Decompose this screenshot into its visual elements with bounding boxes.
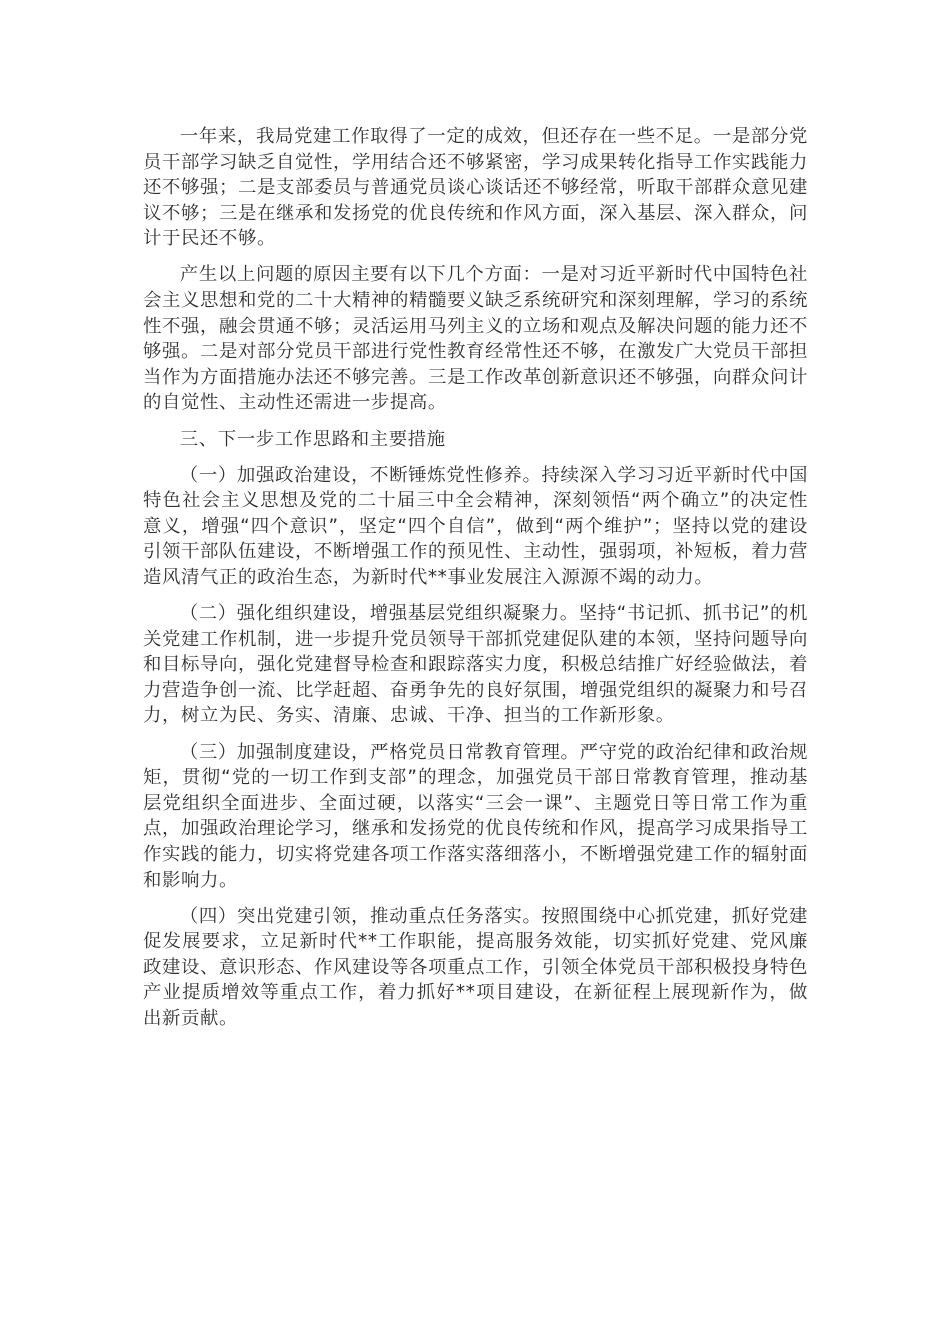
paragraph-causes: 产生以上问题的原因主要有以下几个方面：一是对习近平新时代中国特色社会主义思想和党的二十大精神的精髓要义缺乏系统研究和深刻理解，学习的系统性不强，融会贯通不够；灵活运用马列主义的立场和观点及解决问题的能力还不够强。二是对部分党员干部进行党性教育经常性还不够，在激发广大党员干部担当作为方面措施办法还不够完善。三是工作改革创新意识还不够强，向群众问计的自觉性、主动性还需进一步提高。 <box>143 264 808 414</box>
paragraph-shortcomings: 一年来，我局党建工作取得了一定的成效，但还存在一些不足。一是部分党员干部学习缺乏自觉性，学用结合还不够紧密，学习成果转化指导工作实践能力还不够强；二是支部委员与普通党员谈心谈话还不够经常，听取干部群众意见建议不够；三是在继承和发扬党的优良传统和作风方面，深入基层、深入群众，问计于民还不够。 <box>143 126 808 250</box>
paragraph-measure-4-leadership: （四）突出党建引领，推动重点任务落实。按照围绕中心抓党建，抓好党建促发展要求，立足新时代**工作职能，提高服务效能，切实抓好党建、党风廉政建设、意识形态、作风建设等各项重点工作，引领全体党员干部积极投身特色产业提质增效等重点工作，着力抓好**项目建设，在新征程上展现新作为，做出新贡献。 <box>143 905 808 1029</box>
paragraph-measure-1-political: （一）加强政治建设，不断锤炼党性修养。持续深入学习习近平新时代中国特色社会主义思想及党的二十届三中全会精神，深刻领悟“两个确立”的决定性意义，增强“四个意识”，坚定“四个自信”，做到“两个维护”；坚持以党的建设引领干部队伍建设，不断增强工作的预见性、主动性，强弱项，补短板，着力营造风清气正的政治生态，为新时代**事业发展注入源源不竭的动力。 <box>143 464 808 588</box>
paragraph-measure-2-organization: （二）强化组织建设，增强基层党组织凝聚力。坚持“书记抓、抓书记”的机关党建工作机制，进一步提升党员领导干部抓党建促队建的本领，坚持问题导向和目标导向，强化党建督导检查和跟踪落实力度，积极总结推广好经验做法，着力营造争创一流、比学赶超、奋勇争先的良好氛围，增强党组织的凝聚力和号召力，树立为民、务实、清廉、忠诚、干净、担当的工作新形象。 <box>143 603 808 727</box>
paragraph-measure-3-institution: （三）加强制度建设，严格党员日常教育管理。严守党的政治纪律和政治规矩，贯彻“党的一切工作到支部”的理念，加强党员干部日常教育管理，推动基层党组织全面进步、全面过硬，以落实“三会一课”、主题党日等日常工作为重点，加强政治理论学习，继承和发扬党的优良传统和作风，提高学习成果指导工作实践的能力，切实将党建各项工作落实落细落小，不断增强党建工作的辐射面和影响力。 <box>143 741 808 891</box>
document-page <box>143 124 808 1042</box>
section-heading-next-steps: 三、下一步工作思路和主要措施 <box>179 428 446 450</box>
